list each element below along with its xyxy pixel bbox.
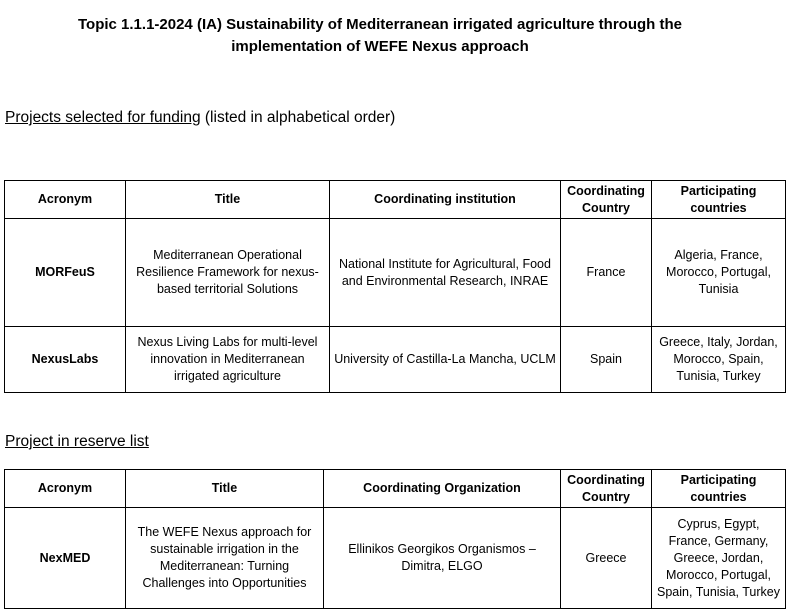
acronym-cell: NexMED <box>5 508 126 609</box>
table-row <box>5 219 786 327</box>
participating-cell: Cyprus, Egypt, France, Germany, Greece, Jordan, Morocco, Portugal, Spain, Tunisia, Turkey <box>652 508 786 609</box>
reserve-heading <box>5 433 149 451</box>
header-title: Title <box>126 470 324 508</box>
table-header-row <box>5 470 786 508</box>
title-cell: Mediterranean Operational Resilience Framework for nexus-based territorial Solutions <box>126 219 330 327</box>
title-cell: Nexus Living Labs for multi-level innovation in Mediterranean irrigated agriculture <box>126 327 330 393</box>
header-coordinating-institution: Coordinating institution <box>330 181 561 219</box>
selected-heading-rest: (listed in alphabetical order) <box>200 109 396 126</box>
reserve-heading-text: Project in reserve list <box>5 433 149 450</box>
selected-projects-table <box>4 180 786 393</box>
country-cell: Greece <box>561 508 652 609</box>
institution-cell: National Institute for Agricultural, Food and Environmental Research, INRAE <box>330 219 561 327</box>
country-cell: Spain <box>561 327 652 393</box>
selected-heading-underlined: Projects selected for funding <box>5 109 201 126</box>
header-participating-countries: Participating countries <box>652 470 786 508</box>
header-title: Title <box>126 181 330 219</box>
acronym-cell: MORFeuS <box>5 219 126 327</box>
table-header-row <box>5 181 786 219</box>
document-title: Topic 1.1.1-2024 (IA) Sustainability of Mediterranean irrigated agriculture through the implementation of WEFE Nexus approach <box>78 16 682 55</box>
reserve-projects-table <box>4 469 786 609</box>
header-participating-countries: Participating countries <box>652 181 786 219</box>
header-acronym: Acronym <box>5 181 126 219</box>
title-cell: The WEFE Nexus approach for sustainable irrigation in the Mediterranean: Turning Challenges into Opportunities <box>126 508 324 609</box>
institution-cell: Ellinikos Georgikos Organismos – Dimitra, ELGO <box>324 508 561 609</box>
participating-cell: Greece, Italy, Jordan, Morocco, Spain, Tunisia, Turkey <box>652 327 786 393</box>
participating-cell: Algeria, France, Morocco, Portugal, Tunisia <box>652 219 786 327</box>
table-row <box>5 508 786 609</box>
country-cell: France <box>561 219 652 327</box>
selected-heading <box>5 109 395 127</box>
header-coordinating-organization: Coordinating Organization <box>324 470 561 508</box>
table-row <box>5 327 786 393</box>
acronym-cell: NexusLabs <box>5 327 126 393</box>
header-coordinating-country: Coordinating Country <box>561 181 652 219</box>
header-coordinating-country: Coordinating Country <box>561 470 652 508</box>
institution-cell: University of Castilla-La Mancha, UCLM <box>330 327 561 393</box>
header-acronym: Acronym <box>5 470 126 508</box>
